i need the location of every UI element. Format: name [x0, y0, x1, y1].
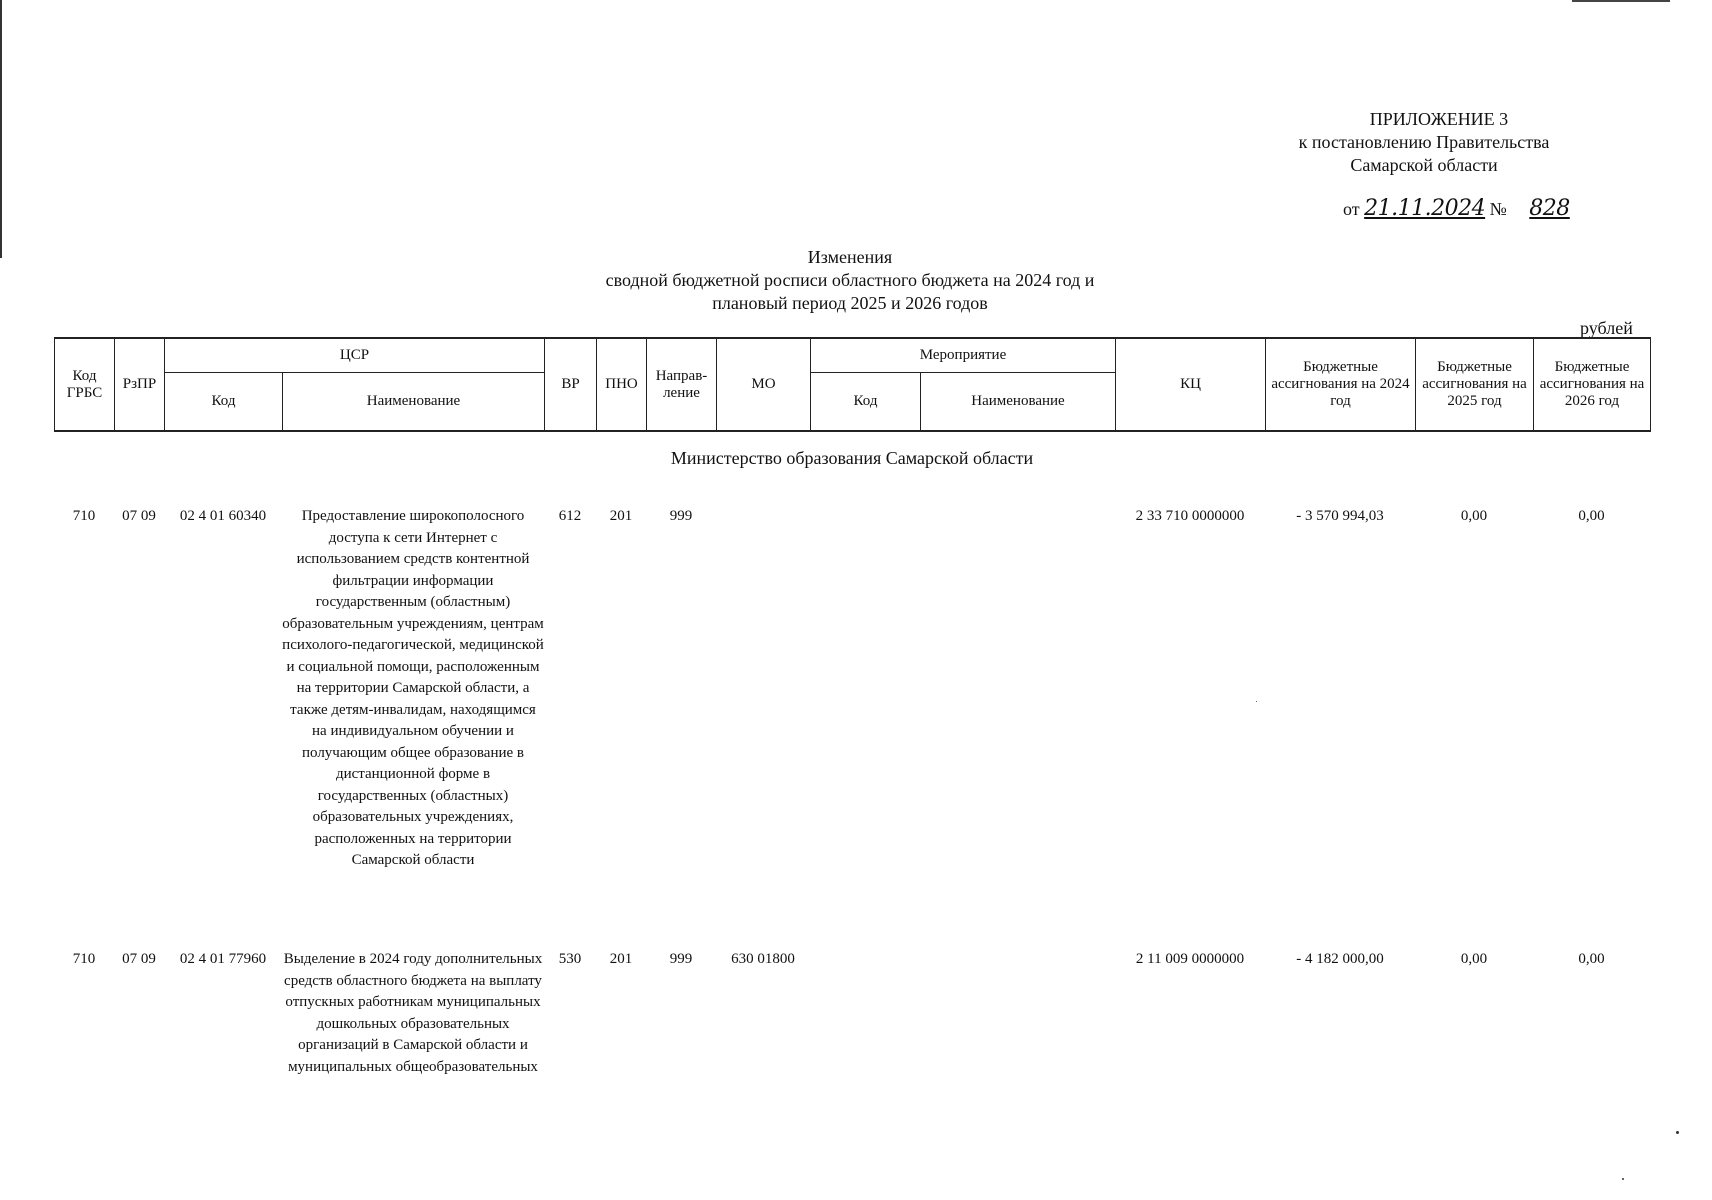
annex-number-sign: №: [1489, 199, 1507, 219]
cell-grbs: 710: [72, 951, 96, 967]
annex-resolution-line: к постановлению Правительства: [1298, 132, 1550, 152]
header-alloc-2024: Бюджетные ассигнования на 2024 год: [1266, 338, 1416, 431]
annex-date-line: [1343, 196, 1584, 221]
cell-vr: 530: [558, 951, 582, 967]
header-rzpr: РзПР: [115, 338, 165, 431]
title-line-3: плановый период 2025 и 2026 годов: [712, 293, 988, 313]
annex-region-line: Самарской области: [1350, 155, 1498, 175]
cell-kc: 2 33 710 0000000: [1135, 508, 1245, 524]
cell-mo: 630 01800: [731, 951, 795, 967]
title-line-2: сводной бюджетной росписи областного бюджета на 2024 год и: [605, 270, 1095, 290]
header-alloc-2026: Бюджетные ассигнования на 2026 год: [1534, 338, 1651, 431]
header-csr-code: Код: [165, 373, 283, 432]
header-grbs: Код ГРБС: [55, 338, 115, 431]
document-title: [560, 246, 1140, 315]
header-direction: Направ-ление: [647, 338, 717, 431]
cell-csr-name: Предоставление широкополосного доступа к сети Интернет с использованием средств контентной фильтрации информации государственным (областным) образовательным учреждениям, центрам психолого-педагогической, медицинской и социальной помощи, расположенным на территории Самарской области, а также детям-инвалидам, находящимся на индивидуальном обучении и получающим общее образование в дистанционной форме в государственных (областных) образовательных учреждениях, расположенных на территории Самарской области: [282, 508, 544, 868]
scan-speck: [1676, 1131, 1679, 1134]
cell-alloc-2025: 0,00: [1460, 951, 1488, 967]
cell-csr-code: 02 4 01 77960: [179, 951, 267, 967]
annex-block: [1254, 108, 1594, 177]
annex-date-prefix: от: [1343, 199, 1360, 219]
cell-pno: 201: [609, 508, 633, 524]
cell-grbs: 710: [72, 508, 96, 524]
budget-table-header: [54, 337, 1651, 432]
header-csr-name: Наименование: [283, 373, 545, 432]
header-vr: ВР: [545, 338, 597, 431]
cell-rzpr: 07 09: [122, 951, 156, 967]
annex-title: ПРИЛОЖЕНИЕ 3: [1369, 109, 1509, 129]
header-kc: КЦ: [1116, 338, 1266, 431]
cell-direction: 999: [669, 508, 693, 524]
scan-edge-mark: [1572, 0, 1670, 2]
cell-direction: 999: [669, 951, 693, 967]
cell-vr: 612: [558, 508, 582, 524]
cell-alloc-2026: 0,00: [1578, 951, 1605, 967]
ministry-heading: Министерство образования Самарской области: [670, 448, 1034, 468]
cell-kc: 2 11 009 0000000: [1135, 951, 1245, 967]
header-pno: ПНО: [597, 338, 647, 431]
title-line-1: Изменения: [807, 247, 893, 267]
units-label: рублей: [1580, 318, 1633, 338]
header-event-code: Код: [811, 373, 921, 432]
annex-number-handwritten: 828: [1529, 196, 1570, 221]
cell-alloc-2024: - 3 570 994,03: [1296, 508, 1384, 524]
annex-date-handwritten: 21.11.2024: [1364, 196, 1486, 221]
scan-speck: [1256, 701, 1257, 702]
header-event-name: Наименование: [921, 373, 1116, 432]
cell-rzpr: 07 09: [122, 508, 156, 524]
scan-speck: [1622, 1178, 1624, 1180]
cell-alloc-2025: 0,00: [1460, 508, 1488, 524]
scan-edge-mark: [0, 0, 2, 258]
header-event: Мероприятие: [811, 338, 1116, 373]
header-csr: ЦСР: [165, 338, 545, 373]
cell-pno: 201: [609, 951, 633, 967]
header-mo: МО: [717, 338, 811, 431]
cell-csr-name: Выделение в 2024 году дополнительных средств областного бюджета на выплату отпускных работникам муниципальных дошкольных образовательных организаций в Самарской области и муниципальных общеобразовательных: [283, 951, 543, 1075]
header-alloc-2025: Бюджетные ассигнования на 2025 год: [1416, 338, 1534, 431]
cell-alloc-2026: 0,00: [1578, 508, 1605, 524]
cell-csr-code: 02 4 01 60340: [179, 508, 267, 524]
cell-alloc-2024: - 4 182 000,00: [1296, 951, 1384, 967]
